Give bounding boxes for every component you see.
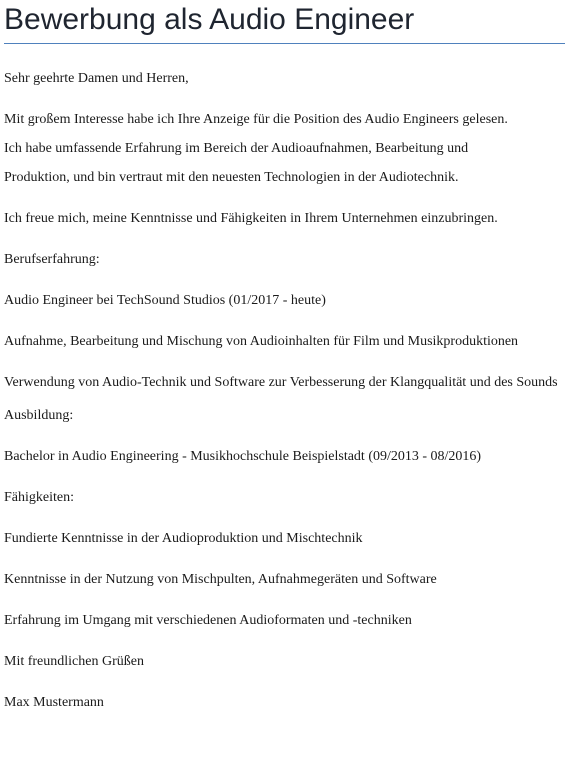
experience-item: Aufnahme, Bearbeitung und Mischung von Audioinhalten für Film und Musikproduktionen (4, 334, 519, 349)
document-title: Bewerbung als Audio Engineer (4, 3, 415, 36)
signature-name: Max Mustermann (4, 695, 104, 710)
closing: Mit freundlichen Grüßen (4, 654, 144, 669)
salutation: Sehr geehrte Damen und Herren, (4, 71, 189, 86)
intro-line-1: Mit großem Interesse habe ich Ihre Anzeige für die Position des Audio Engineers gelesen. (4, 112, 508, 127)
letter-body (4, 64, 569, 717)
skills-heading: Fähigkeiten: (4, 490, 74, 505)
skills-item: Fundierte Kenntnisse in der Audioproduktion und Mischtechnik (4, 531, 363, 546)
education-item: Bachelor in Audio Engineering - Musikhochschule Beispielstadt (09/2013 - 08/2016) (4, 449, 482, 464)
skills-item: Kenntnisse in der Nutzung von Mischpulten, Aufnahmegeräten und Software (4, 572, 437, 587)
document-page (0, 3, 569, 766)
intro-line-3: Produktion, und bin vertraut mit den neuesten Technologien in der Audiotechnik. (4, 170, 459, 185)
title-underline (4, 43, 565, 44)
experience-heading: Berufserfahrung: (4, 252, 100, 267)
experience-item: Verwendung von Audio-Technik und Software zur Verbesserung der Klangqualität und des Sounds (4, 375, 558, 390)
education-heading: Ausbildung: (4, 408, 74, 423)
experience-item: Audio Engineer bei TechSound Studios (01/2017 - heute) (4, 293, 326, 308)
motivation-paragraph: Ich freue mich, meine Kenntnisse und Fähigkeiten in Ihrem Unternehmen einzubringen. (4, 211, 498, 226)
skills-item: Erfahrung im Umgang mit verschiedenen Audioformaten und -techniken (4, 613, 412, 628)
intro-line-2: Ich habe umfassende Erfahrung im Bereich der Audioaufnahmen, Bearbeitung und (4, 141, 469, 156)
